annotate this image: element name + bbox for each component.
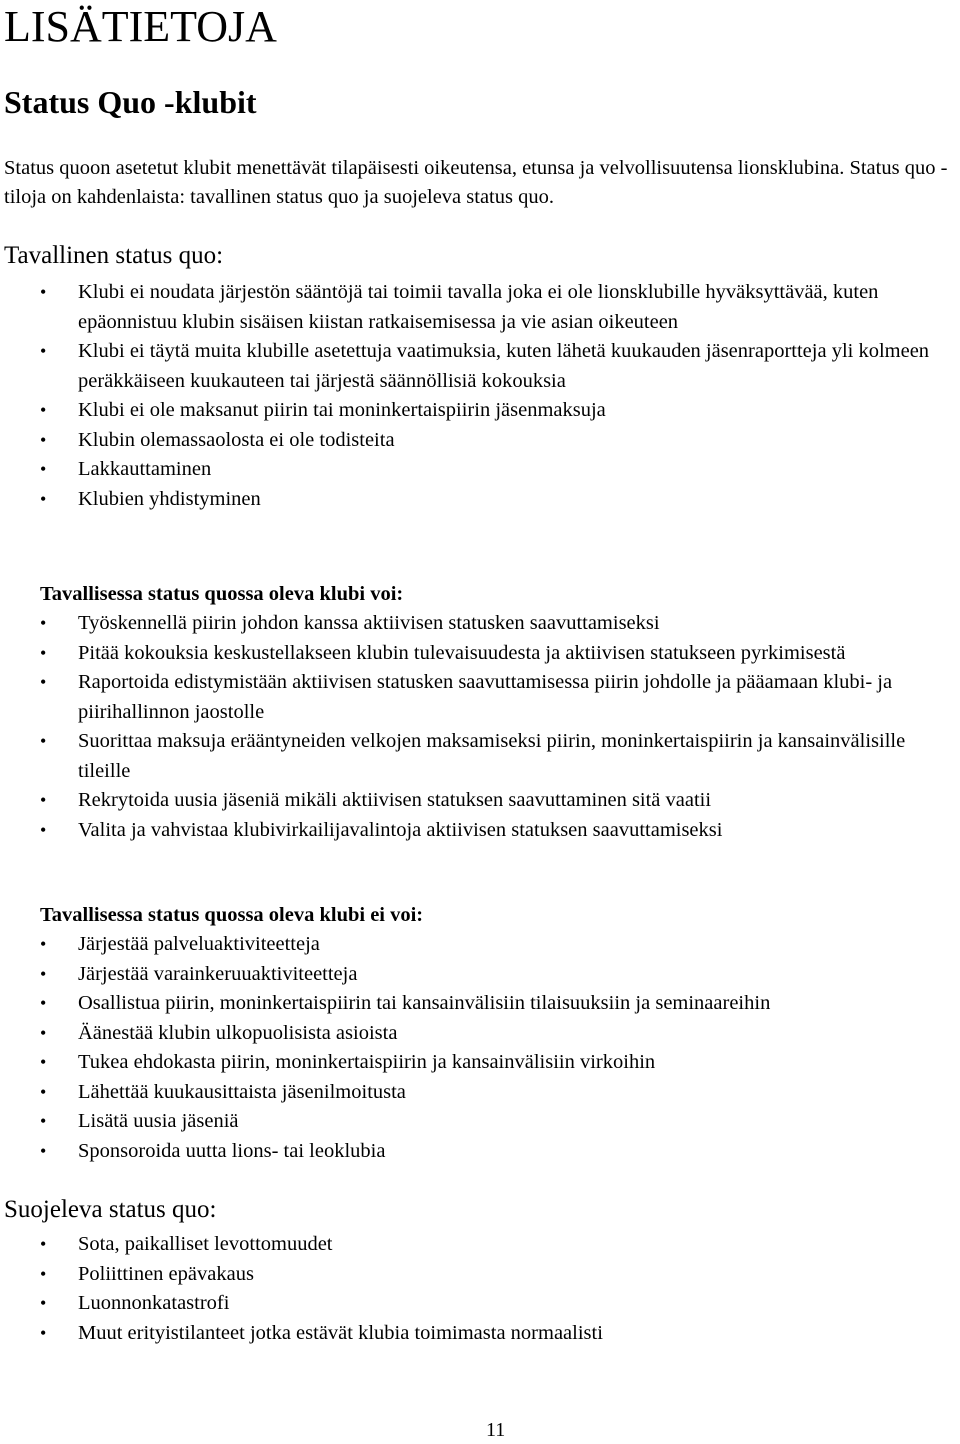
bullet-icon: • — [40, 1263, 47, 1284]
list-item-text: Lähettää kuukausittaista jäsenilmoitusta — [78, 1080, 406, 1103]
list-item — [0, 396, 960, 426]
list-item — [0, 727, 960, 786]
bullet-icon: • — [40, 613, 47, 633]
intro-paragraph: Status quoon asetetut klubit menettävät tilapäisesti oikeutensa, etunsa ja velvollisuutensa lionsklubina. Status quo -tiloja on kahdenlaista: tavallinen status quo ja suojeleva status quo. — [4, 157, 948, 208]
bullet-list-suojeleva — [0, 1230, 960, 1348]
list-item — [0, 1319, 960, 1349]
list-item — [0, 1289, 960, 1319]
list-item — [0, 1019, 960, 1049]
bullet-icon: • — [40, 459, 47, 479]
list-item — [0, 609, 960, 639]
list-item-text: Pitää kokouksia keskustellakseen klubin tulevaisuudesta ja aktiivisen statukseen pyrkimisestä — [78, 641, 846, 664]
list-item-text: Klubien yhdistyminen — [78, 487, 261, 510]
list-item — [0, 668, 960, 727]
list-item-text: Klubi ei noudata järjestön sääntöjä tai toimii tavalla joka ei ole lionsklubille hyväksyttävää, kuten epäonnistuu klubin sisäisen kiistan ratkaisemisessa ja vie asian oikeuteen — [78, 281, 879, 333]
bullet-icon: • — [40, 1140, 47, 1161]
list-item — [0, 337, 960, 396]
list-item — [0, 278, 960, 337]
list-item-text: Sponsoroida uutta lions- tai leoklubia — [78, 1139, 386, 1162]
list-item-text: Suorittaa maksuja erääntyneiden velkojen maksamiseksi piirin, moninkertaispiirin ja kansainvälisille tileille — [78, 730, 906, 782]
bullet-icon: • — [40, 1322, 47, 1343]
list-item-text: Rekrytoida uusia jäseniä mikäli aktiivisen statuksen saavuttaminen sitä vaatii — [78, 789, 712, 811]
list-item-text: Äänestää klubin ulkopuolisista asioista — [78, 1021, 398, 1044]
list-item-text: Työskennellä piirin johdon kanssa aktiivisen statusken saavuttamiseksi — [78, 612, 660, 634]
bullet-icon: • — [40, 282, 47, 302]
bullet-icon: • — [40, 1111, 47, 1131]
bullet-list-ei-voi — [0, 930, 960, 1166]
bullet-icon: • — [40, 642, 47, 663]
bullet-icon: • — [40, 488, 47, 509]
bullet-icon: • — [40, 1052, 47, 1072]
list-item-text: Valita ja vahvistaa klubivirkailijavalintoja aktiivisen statuksen saavuttamiseksi — [78, 818, 723, 841]
list-item-text: Järjestää varainkeruuaktiviteetteja — [78, 962, 358, 985]
list-item-text: Muut erityistilanteet jotka estävät klubia toimimasta normaalisti — [78, 1321, 603, 1344]
bullet-icon: • — [40, 934, 47, 954]
list-item — [0, 930, 960, 960]
bullet-icon: • — [40, 400, 47, 420]
list-item — [0, 989, 960, 1019]
page-number: 11 — [486, 1419, 506, 1441]
list-item — [0, 455, 960, 485]
bullet-list-tavallinen — [0, 278, 960, 514]
bullet-icon: • — [40, 993, 47, 1013]
list-item — [0, 816, 960, 846]
list-item-text: Sota, paikalliset levottomuudet — [78, 1233, 333, 1255]
list-item — [0, 426, 960, 456]
list-item — [0, 1107, 960, 1137]
list-item — [0, 1230, 960, 1260]
bullet-icon: • — [40, 1234, 47, 1254]
list-item-text: Tukea ehdokasta piirin, moninkertaispiirin ja kansainvälisiin virkoihin — [78, 1051, 656, 1073]
list-item — [0, 786, 960, 816]
list-item-text: Osallistua piirin, moninkertaispiirin tai kansainvälisiin tilaisuuksiin ja seminaareihin — [78, 992, 771, 1014]
section-title-suojeleva: Suojeleva status quo: — [4, 1196, 217, 1223]
list-item — [0, 485, 960, 515]
bullet-icon: • — [40, 1081, 47, 1102]
list-item-text: Klubi ei täytä muita klubille asetettuja vaatimuksia, kuten lähetä kuukauden jäsenraportteja yli kolmeen peräkkäiseen kuukauteen tai järjestä säännöllisiä kokouksia — [78, 340, 930, 392]
bullet-icon: • — [40, 341, 47, 361]
bullet-icon: • — [40, 963, 47, 984]
bullet-icon: • — [40, 1293, 47, 1313]
list-item — [0, 1078, 960, 1108]
list-item — [0, 639, 960, 669]
list-item-text: Klubi ei ole maksanut piirin tai moninkertaispiirin jäsenmaksuja — [78, 399, 606, 421]
bullet-icon: • — [40, 731, 47, 751]
list-item — [0, 1260, 960, 1290]
bullet-icon: • — [40, 429, 47, 450]
list-item — [0, 1137, 960, 1167]
list-item-text: Järjestää palveluaktiviteetteja — [78, 933, 320, 955]
bullet-icon: • — [40, 672, 47, 692]
list-item-text: Lakkauttaminen — [78, 458, 212, 480]
section-title-tavallinen: Tavallinen status quo: — [4, 242, 224, 269]
section-title-ei-voi: Tavallisessa status quossa oleva klubi ei voi: — [40, 904, 424, 926]
section-title-voi: Tavallisessa status quossa oleva klubi voi: — [40, 583, 404, 605]
bullet-icon: • — [40, 1022, 47, 1043]
bullet-icon: • — [40, 819, 47, 840]
list-item-text: Poliittinen epävakaus — [78, 1262, 254, 1285]
list-item — [0, 960, 960, 990]
page-heading: LISÄTIETOJA — [4, 2, 277, 51]
bullet-list-voi — [0, 609, 960, 845]
section-subheading: Status Quo -klubit — [4, 84, 257, 120]
list-item-text: Lisätä uusia jäseniä — [78, 1110, 239, 1132]
list-item-text: Raportoida edistymistään aktiivisen statusken saavuttamisessa piirin johdolle ja pääamaan klubi- ja piirihallinnon jaostolle — [78, 671, 893, 723]
list-item-text: Luonnonkatastrofi — [78, 1292, 230, 1314]
list-item-text: Klubin olemassaolosta ei ole todisteita — [78, 428, 395, 451]
list-item — [0, 1048, 960, 1078]
bullet-icon: • — [40, 790, 47, 810]
